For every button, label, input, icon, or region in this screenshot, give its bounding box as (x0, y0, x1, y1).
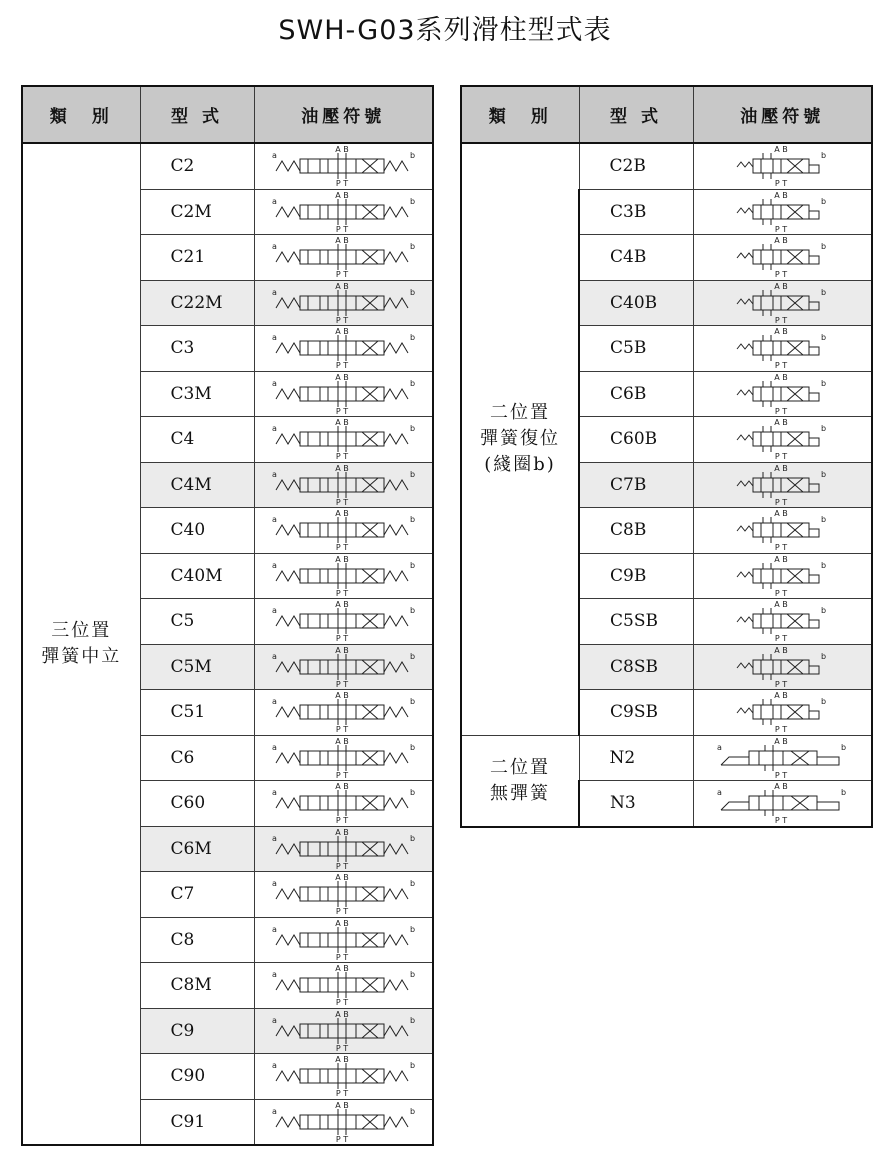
hydraulic-symbol (693, 735, 872, 781)
model-code: C90 (140, 1054, 254, 1100)
hydraulic-symbol-icon (268, 737, 418, 779)
svg-text:b: b (821, 697, 827, 707)
svg-text:P T: P T (775, 179, 788, 188)
hydraulic-symbol-icon (268, 418, 418, 460)
hydraulic-symbol (254, 371, 433, 417)
svg-text:A B: A B (774, 236, 789, 246)
svg-text:P T: P T (336, 907, 349, 916)
model-code: C2 (140, 143, 254, 189)
svg-text:A B: A B (335, 418, 350, 428)
model-code: C5SB (579, 599, 693, 645)
svg-text:A B: A B (774, 691, 789, 701)
hydraulic-symbol (693, 417, 872, 463)
svg-text:b: b (410, 924, 416, 934)
svg-text:P T: P T (775, 725, 788, 734)
hydraulic-symbol-icon (707, 737, 857, 779)
svg-text:P T: P T (336, 816, 349, 825)
svg-text:P T: P T (775, 452, 788, 461)
category-line: 彈簧中立 (41, 646, 122, 667)
svg-text:A B: A B (774, 281, 789, 291)
hydraulic-symbol-icon (268, 555, 418, 597)
svg-text:A B: A B (335, 1009, 350, 1019)
svg-text:A B: A B (335, 327, 350, 337)
svg-text:A B: A B (335, 645, 350, 655)
svg-text:P T: P T (775, 224, 788, 233)
hydraulic-symbol (254, 235, 433, 281)
svg-text:P T: P T (775, 361, 788, 370)
svg-text:a: a (272, 697, 278, 707)
svg-text:b: b (410, 515, 416, 525)
model-code: C8SB (579, 644, 693, 690)
svg-text:A B: A B (335, 918, 350, 928)
category-cell (22, 143, 140, 1145)
model-code: C5M (140, 644, 254, 690)
svg-text:a: a (272, 469, 278, 479)
category-line: 二位置 (490, 402, 550, 424)
svg-text:A B: A B (335, 964, 350, 974)
hydraulic-symbol (254, 1054, 433, 1100)
svg-text:a: a (272, 378, 278, 388)
svg-text:P T: P T (775, 315, 788, 324)
hydraulic-symbol-icon (707, 236, 857, 278)
svg-text:P T: P T (775, 816, 788, 825)
svg-text:P T: P T (775, 679, 788, 688)
svg-text:a: a (272, 151, 278, 161)
hydraulic-symbol (254, 189, 433, 235)
svg-text:b: b (410, 1106, 416, 1116)
model-code: C4M (140, 462, 254, 508)
model-code: N3 (579, 781, 693, 827)
table-row (22, 143, 433, 189)
svg-text:A B: A B (774, 736, 789, 746)
svg-text:b: b (410, 424, 416, 434)
svg-text:a: a (272, 970, 278, 980)
model-header: 型 式 (140, 86, 254, 143)
model-code: C6B (579, 371, 693, 417)
svg-text:A B: A B (335, 1055, 350, 1065)
svg-text:a: a (272, 560, 278, 570)
category-line: 彈簧復位 (480, 428, 560, 450)
model-code: C6M (140, 826, 254, 872)
hydraulic-symbol (693, 690, 872, 736)
hydraulic-symbol-icon (268, 191, 418, 233)
hydraulic-symbol-icon (707, 509, 857, 551)
svg-text:A B: A B (335, 190, 350, 200)
svg-text:A B: A B (335, 873, 350, 883)
hydraulic-symbol (693, 553, 872, 599)
svg-text:b: b (821, 424, 827, 434)
hydraulic-symbol-icon (707, 191, 857, 233)
symbol-header: 油壓符號 (254, 86, 433, 143)
table-row (461, 143, 872, 189)
hydraulic-symbol (254, 326, 433, 372)
hydraulic-symbol-icon (268, 236, 418, 278)
svg-text:b: b (410, 879, 416, 889)
hydraulic-symbol-icon (268, 1101, 418, 1143)
hydraulic-symbol (693, 280, 872, 326)
svg-text:A B: A B (335, 281, 350, 291)
model-code: N2 (579, 735, 693, 781)
table-row (461, 735, 872, 781)
hydraulic-symbol (254, 872, 433, 918)
hydraulic-symbol-icon (707, 418, 857, 460)
svg-text:A B: A B (774, 554, 789, 564)
svg-text:A B: A B (774, 600, 789, 610)
svg-text:A B: A B (335, 736, 350, 746)
hydraulic-symbol (693, 462, 872, 508)
hydraulic-symbol-icon (268, 464, 418, 506)
model-code: C21 (140, 235, 254, 281)
hydraulic-symbol-icon (268, 691, 418, 733)
svg-text:P T: P T (336, 679, 349, 688)
svg-text:b: b (410, 469, 416, 479)
hydraulic-symbol (254, 280, 433, 326)
model-code: C7 (140, 872, 254, 918)
svg-text:b: b (410, 742, 416, 752)
hydraulic-symbol-icon (268, 646, 418, 688)
svg-text:b: b (410, 651, 416, 661)
svg-text:P T: P T (336, 361, 349, 370)
svg-text:A B: A B (335, 145, 350, 155)
hydraulic-symbol-icon (268, 282, 418, 324)
svg-text:A B: A B (335, 509, 350, 519)
model-code: C40M (140, 553, 254, 599)
model-code: C60B (579, 417, 693, 463)
model-code: C7B (579, 462, 693, 508)
svg-text:b: b (821, 242, 827, 252)
model-code: C8 (140, 917, 254, 963)
model-code: C8B (579, 508, 693, 554)
hydraulic-symbol (254, 599, 433, 645)
hydraulic-symbol-icon (707, 600, 857, 642)
svg-text:b: b (410, 1015, 416, 1025)
svg-text:P T: P T (775, 770, 788, 779)
svg-text:a: a (272, 606, 278, 616)
svg-text:a: a (272, 1015, 278, 1025)
svg-text:A B: A B (774, 145, 789, 155)
svg-text:b: b (410, 287, 416, 297)
svg-text:a: a (272, 924, 278, 934)
left-spool-table (21, 85, 434, 1146)
hydraulic-symbol (693, 599, 872, 645)
hydraulic-symbol-icon (707, 782, 857, 824)
hydraulic-symbol-icon (268, 828, 418, 870)
symbol-header: 油壓符號 (693, 86, 872, 143)
hydraulic-symbol (254, 508, 433, 554)
hydraulic-symbol (254, 417, 433, 463)
right-spool-table (460, 85, 873, 828)
svg-text:A B: A B (335, 372, 350, 382)
hydraulic-symbol (254, 826, 433, 872)
svg-text:P T: P T (336, 497, 349, 506)
hydraulic-symbol-icon (707, 373, 857, 415)
svg-text:P T: P T (775, 543, 788, 552)
right-header-row (461, 86, 872, 143)
svg-text:P T: P T (336, 543, 349, 552)
hydraulic-symbol-icon (707, 282, 857, 324)
svg-text:b: b (410, 788, 416, 798)
svg-text:b: b (821, 378, 827, 388)
hydraulic-symbol-icon (707, 145, 857, 187)
page-title: SWH-G03系列滑柱型式表 (278, 15, 612, 46)
svg-text:P T: P T (775, 497, 788, 506)
hydraulic-symbol (254, 1099, 433, 1145)
hydraulic-symbol-icon (707, 646, 857, 688)
svg-text:b: b (410, 242, 416, 252)
model-code: C2M (140, 189, 254, 235)
category-cell (461, 735, 579, 827)
svg-text:b: b (821, 333, 827, 343)
model-code: C9 (140, 1008, 254, 1054)
svg-text:P T: P T (336, 270, 349, 279)
svg-text:b: b (410, 697, 416, 707)
hydraulic-symbol (693, 371, 872, 417)
svg-text:P T: P T (336, 770, 349, 779)
svg-text:b: b (410, 833, 416, 843)
svg-text:a: a (272, 287, 278, 297)
svg-text:A B: A B (774, 418, 789, 428)
model-code: C3B (579, 189, 693, 235)
svg-text:P T: P T (336, 406, 349, 415)
svg-text:A B: A B (335, 782, 350, 792)
svg-text:a: a (272, 515, 278, 525)
model-code: C8M (140, 963, 254, 1009)
svg-text:b: b (410, 333, 416, 343)
hydraulic-symbol-icon (268, 1010, 418, 1052)
model-code: C51 (140, 690, 254, 736)
hydraulic-symbol (254, 690, 433, 736)
svg-text:P T: P T (336, 588, 349, 597)
svg-text:b: b (821, 560, 827, 570)
svg-text:a: a (272, 788, 278, 798)
svg-text:A B: A B (774, 782, 789, 792)
category-cell (461, 143, 579, 735)
hydraulic-symbol (693, 508, 872, 554)
hydraulic-symbol-icon (268, 782, 418, 824)
model-header: 型 式 (579, 86, 693, 143)
hydraulic-symbol (254, 553, 433, 599)
model-code: C40 (140, 508, 254, 554)
svg-text:a: a (272, 242, 278, 252)
svg-text:P T: P T (775, 406, 788, 415)
model-code: C2B (579, 143, 693, 189)
svg-text:b: b (410, 560, 416, 570)
hydraulic-symbol (254, 644, 433, 690)
hydraulic-symbol-icon (268, 373, 418, 415)
svg-text:P T: P T (336, 1089, 349, 1098)
hydraulic-symbol (254, 143, 433, 189)
model-code: C3M (140, 371, 254, 417)
svg-text:A B: A B (774, 327, 789, 337)
hydraulic-symbol (254, 917, 433, 963)
category-line: 無彈簧 (490, 782, 550, 804)
svg-text:A B: A B (335, 691, 350, 701)
hydraulic-symbol-icon (707, 691, 857, 733)
category-line: 三位置 (51, 620, 112, 641)
svg-text:a: a (272, 1061, 278, 1071)
hydraulic-symbol-icon (268, 600, 418, 642)
hydraulic-symbol (693, 781, 872, 827)
svg-text:b: b (821, 515, 827, 525)
svg-text:P T: P T (336, 952, 349, 961)
category-header: 類 別 (22, 86, 140, 143)
svg-text:A B: A B (335, 827, 350, 837)
svg-text:P T: P T (336, 224, 349, 233)
svg-text:b: b (841, 742, 847, 752)
svg-text:b: b (821, 196, 827, 206)
svg-text:A B: A B (335, 1100, 350, 1110)
model-code: C4 (140, 417, 254, 463)
hydraulic-symbol (693, 235, 872, 281)
svg-text:P T: P T (775, 634, 788, 643)
hydraulic-symbol (254, 781, 433, 827)
hydraulic-symbol-icon (268, 873, 418, 915)
model-code: C5B (579, 326, 693, 372)
svg-text:b: b (821, 151, 827, 161)
hydraulic-symbol-icon (707, 464, 857, 506)
model-code: C4B (579, 235, 693, 281)
model-code: C40B (579, 280, 693, 326)
svg-text:P T: P T (336, 634, 349, 643)
svg-text:P T: P T (336, 998, 349, 1007)
hydraulic-symbol (254, 735, 433, 781)
svg-text:P T: P T (336, 861, 349, 870)
svg-text:a: a (272, 742, 278, 752)
svg-text:A B: A B (335, 554, 350, 564)
svg-text:a: a (272, 1106, 278, 1116)
svg-text:A B: A B (774, 463, 789, 473)
svg-text:a: a (717, 788, 723, 798)
svg-text:P T: P T (336, 179, 349, 188)
model-code: C9SB (579, 690, 693, 736)
svg-text:b: b (410, 1061, 416, 1071)
svg-text:P T: P T (336, 315, 349, 324)
hydraulic-symbol (693, 644, 872, 690)
svg-text:a: a (717, 742, 723, 752)
hydraulic-symbol-icon (707, 555, 857, 597)
svg-text:b: b (410, 606, 416, 616)
svg-text:b: b (410, 196, 416, 206)
svg-text:a: a (272, 333, 278, 343)
svg-text:a: a (272, 424, 278, 434)
hydraulic-symbol (693, 143, 872, 189)
hydraulic-symbol (254, 963, 433, 1009)
svg-text:A B: A B (335, 236, 350, 246)
svg-text:A B: A B (774, 190, 789, 200)
category-line: 二位置 (490, 756, 550, 778)
model-code: C5 (140, 599, 254, 645)
hydraulic-symbol-icon (268, 964, 418, 1006)
svg-text:b: b (821, 651, 827, 661)
svg-text:b: b (821, 469, 827, 479)
svg-text:P T: P T (775, 270, 788, 279)
svg-text:b: b (410, 151, 416, 161)
left-header-row (22, 86, 433, 143)
category-line: (綫圈b) (484, 454, 556, 476)
hydraulic-symbol-icon (268, 327, 418, 369)
hydraulic-symbol (254, 1008, 433, 1054)
svg-text:P T: P T (775, 588, 788, 597)
hydraulic-symbol-icon (268, 1055, 418, 1097)
svg-text:a: a (272, 833, 278, 843)
svg-text:A B: A B (335, 600, 350, 610)
svg-text:b: b (410, 970, 416, 980)
svg-text:A B: A B (335, 463, 350, 473)
hydraulic-symbol (693, 326, 872, 372)
svg-text:b: b (410, 378, 416, 388)
model-code: C3 (140, 326, 254, 372)
hydraulic-symbol (254, 462, 433, 508)
svg-text:b: b (821, 606, 827, 616)
hydraulic-symbol-icon (268, 145, 418, 187)
svg-text:A B: A B (774, 509, 789, 519)
model-code: C9B (579, 553, 693, 599)
model-code: C60 (140, 781, 254, 827)
svg-text:P T: P T (336, 1043, 349, 1052)
model-code: C22M (140, 280, 254, 326)
svg-text:a: a (272, 879, 278, 889)
category-header: 類 別 (461, 86, 579, 143)
svg-text:b: b (821, 287, 827, 297)
svg-text:A B: A B (774, 372, 789, 382)
hydraulic-symbol-icon (268, 919, 418, 961)
svg-text:P T: P T (336, 1134, 349, 1143)
hydraulic-symbol (693, 189, 872, 235)
model-code: C91 (140, 1099, 254, 1145)
svg-text:P T: P T (336, 452, 349, 461)
svg-text:A B: A B (774, 645, 789, 655)
svg-text:b: b (841, 788, 847, 798)
svg-text:a: a (272, 196, 278, 206)
svg-text:P T: P T (336, 725, 349, 734)
svg-text:a: a (272, 651, 278, 661)
hydraulic-symbol-icon (268, 509, 418, 551)
hydraulic-symbol-icon (707, 327, 857, 369)
model-code: C6 (140, 735, 254, 781)
